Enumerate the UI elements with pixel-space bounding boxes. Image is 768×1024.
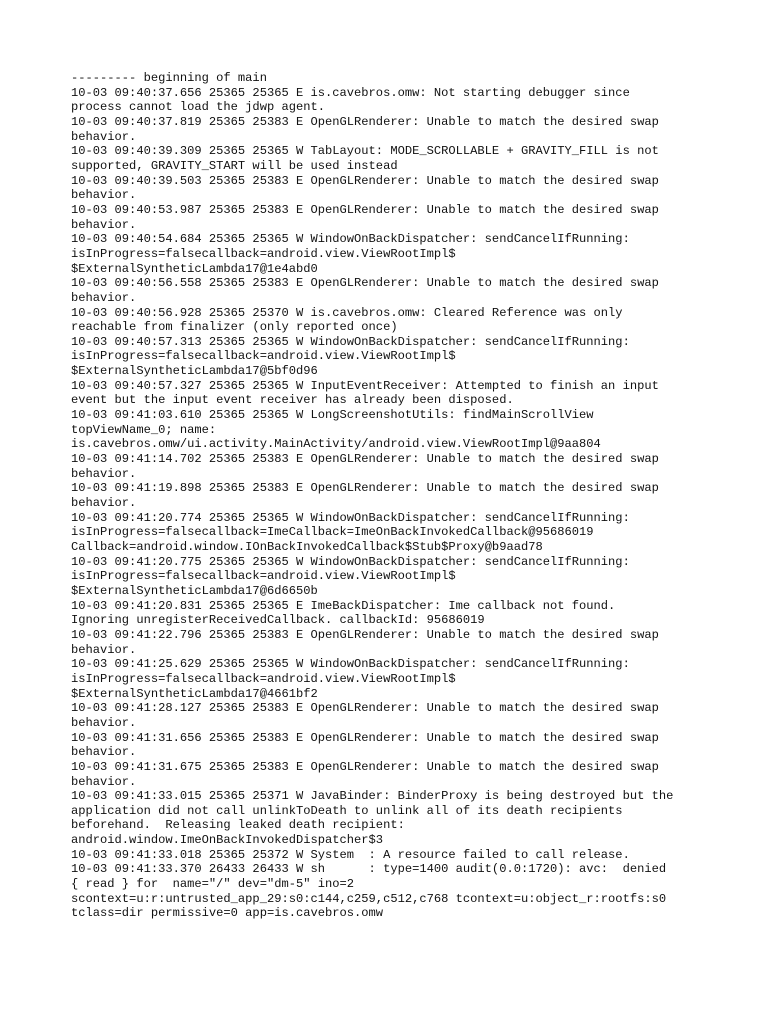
log-line: event but the input event receiver has already been disposed.	[71, 393, 514, 408]
log-line: isInProgress=falsecallback=android.view.ViewRootImpl$	[71, 671, 456, 686]
log-line: 10-03 09:40:37.819 25365 25383 E OpenGLRenderer: Unable to match the desired swap	[71, 114, 659, 129]
log-line: behavior.	[71, 496, 137, 511]
log-line: 10-03 09:41:31.675 25365 25383 E OpenGLRenderer: Unable to match the desired swap	[71, 759, 659, 774]
log-line: behavior.	[71, 774, 137, 789]
log-line: supported, GRAVITY_START will be used instead	[71, 158, 398, 173]
log-line: 10-03 09:40:57.313 25365 25365 W WindowOnBackDispatcher: sendCancelIfRunning:	[71, 334, 630, 349]
log-line: behavior.	[71, 715, 137, 730]
log-document	[71, 71, 761, 921]
log-line: 10-03 09:40:54.684 25365 25365 W WindowOnBackDispatcher: sendCancelIfRunning:	[71, 232, 630, 247]
log-line: isInProgress=falsecallback=ImeCallback=ImeOnBackInvokedCallback@95686019	[71, 525, 594, 540]
log-line: 10-03 09:41:19.898 25365 25383 E OpenGLRenderer: Unable to match the desired swap	[71, 481, 659, 496]
log-line: { read } for name="/" dev="dm-5" ino=2	[71, 877, 355, 892]
log-line: 10-03 09:41:20.831 25365 25365 E ImeBackDispatcher: Ime callback not found.	[71, 598, 616, 613]
log-line: 10-03 09:40:39.503 25365 25383 E OpenGLRenderer: Unable to match the desired swap	[71, 173, 659, 188]
log-line: beforehand. Releasing leaked death recipient:	[71, 818, 405, 833]
log-line: behavior.	[71, 188, 137, 203]
log-line: android.window.ImeOnBackInvokedDispatcher$3	[71, 833, 384, 848]
log-line: isInProgress=falsecallback=android.view.ViewRootImpl$	[71, 246, 456, 261]
log-line: Ignoring unregisterReceivedCallback. callbackId: 95686019	[71, 613, 485, 628]
log-line: behavior.	[71, 466, 137, 481]
log-line: is.cavebros.omw/ui.activity.MainActivity/android.view.ViewRootImpl@9aa804	[71, 437, 601, 452]
log-line: 10-03 09:41:33.018 25365 25372 W System : A resource failed to call release.	[71, 847, 630, 862]
log-line: behavior.	[71, 290, 137, 305]
log-line: 10-03 09:41:33.015 25365 25371 W JavaBinder: BinderProxy is being destroyed but the	[71, 789, 674, 804]
log-line: isInProgress=falsecallback=android.view.ViewRootImpl$	[71, 349, 456, 364]
log-line: 10-03 09:40:57.327 25365 25365 W InputEventReceiver: Attempted to finish an input	[71, 378, 659, 393]
log-text-body	[71, 71, 761, 921]
log-line: 10-03 09:40:53.987 25365 25383 E OpenGLRenderer: Unable to match the desired swap	[71, 202, 659, 217]
log-line: $ExternalSyntheticLambda17@4661bf2	[71, 686, 318, 701]
log-line: reachable from finalizer (only reported once)	[71, 320, 398, 335]
log-line: 10-03 09:41:20.775 25365 25365 W WindowOnBackDispatcher: sendCancelIfRunning:	[71, 554, 630, 569]
log-line: scontext=u:r:untrusted_app_29:s0:c144,c259,c512,c768 tcontext=u:object_r:rootfs:s0	[71, 891, 667, 906]
log-line: 10-03 09:41:33.370 26433 26433 W sh : type=1400 audit(0.0:1720): avc: denied	[71, 862, 667, 877]
log-line: behavior.	[71, 217, 137, 232]
log-line: 10-03 09:41:03.610 25365 25365 W LongScreenshotUtils: findMainScrollView	[71, 408, 594, 423]
log-line: $ExternalSyntheticLambda17@1e4abd0	[71, 261, 318, 276]
log-line: behavior.	[71, 642, 137, 657]
log-line: behavior.	[71, 745, 137, 760]
log-line: 10-03 09:41:25.629 25365 25365 W WindowOnBackDispatcher: sendCancelIfRunning:	[71, 657, 630, 672]
log-line: tclass=dir permissive=0 app=is.cavebros.omw	[71, 906, 384, 921]
log-line: 10-03 09:41:22.796 25365 25383 E OpenGLRenderer: Unable to match the desired swap	[71, 627, 659, 642]
log-line: isInProgress=falsecallback=android.view.ViewRootImpl$	[71, 569, 456, 584]
log-line: 10-03 09:41:14.702 25365 25383 E OpenGLRenderer: Unable to match the desired swap	[71, 452, 659, 467]
log-line: 10-03 09:40:39.309 25365 25365 W TabLayout: MODE_SCROLLABLE + GRAVITY_FILL is not	[71, 144, 659, 159]
log-line: 10-03 09:40:56.928 25365 25370 W is.cavebros.omw: Cleared Reference was only	[71, 305, 623, 320]
log-line: Callback=android.window.IOnBackInvokedCallback$Stub$Proxy@b9aad78	[71, 540, 543, 554]
log-line: process cannot load the jdwp agent.	[71, 100, 326, 115]
log-line: 10-03 09:41:31.656 25365 25383 E OpenGLRenderer: Unable to match the desired swap	[71, 730, 659, 745]
log-line: $ExternalSyntheticLambda17@6d6650b	[71, 583, 318, 598]
log-line: --------- beginning of main	[71, 71, 267, 85]
log-line: $ExternalSyntheticLambda17@5bf0d96	[71, 364, 318, 379]
log-line: 10-03 09:40:56.558 25365 25383 E OpenGLRenderer: Unable to match the desired swap	[71, 276, 659, 291]
log-line: application did not call unlinkToDeath to unlink all of its death recipients	[71, 803, 623, 818]
log-line: 10-03 09:41:20.774 25365 25365 W WindowOnBackDispatcher: sendCancelIfRunning:	[71, 510, 630, 525]
log-line: 10-03 09:41:28.127 25365 25383 E OpenGLRenderer: Unable to match the desired swap	[71, 701, 659, 716]
log-line: behavior.	[71, 129, 137, 144]
log-line: 10-03 09:40:37.656 25365 25365 E is.cavebros.omw: Not starting debugger since	[71, 85, 630, 100]
log-line: topViewName_0; name:	[71, 422, 217, 437]
